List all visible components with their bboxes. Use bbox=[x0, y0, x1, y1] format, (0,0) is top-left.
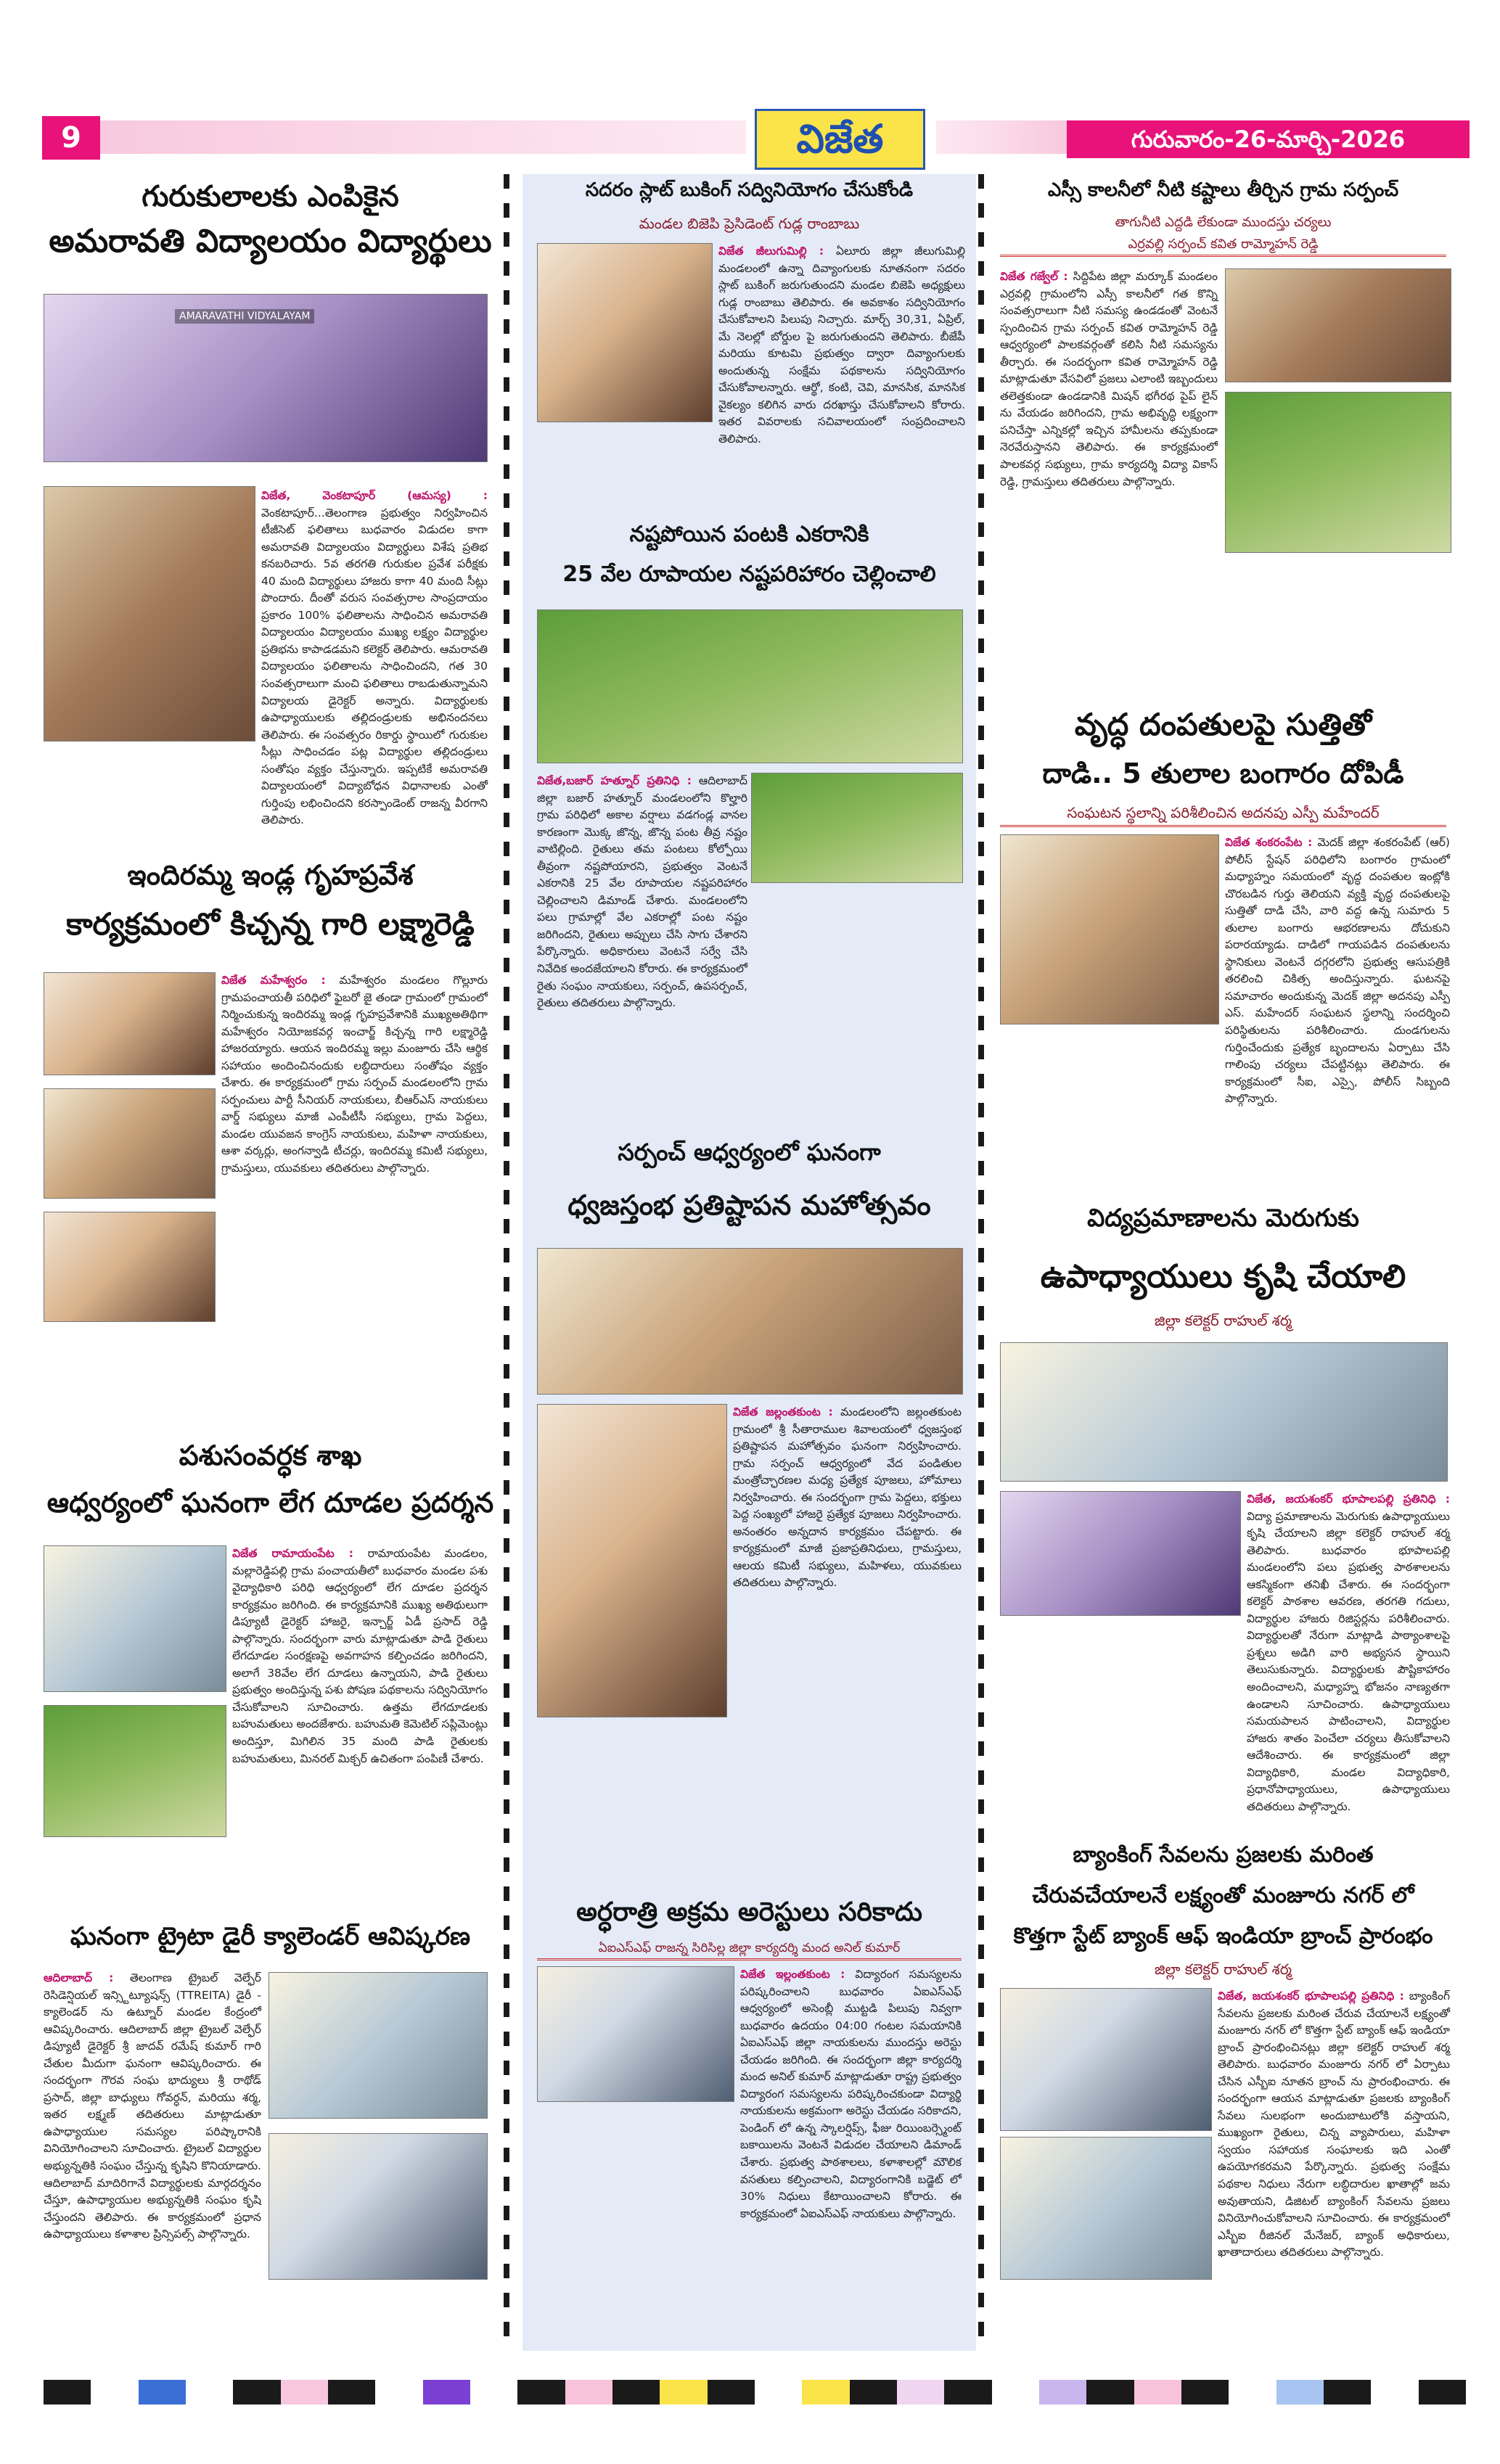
photo-sbi-inauguration-1 bbox=[1000, 1988, 1212, 2131]
headline-dhwajasthambham-l1: సర్పంచ్ ఆధ్వర్యంలో ఘనంగా bbox=[618, 1138, 881, 1166]
headline-indiramma-l2: కార్యక్రమంలో కిచ్చన్న గారి లక్ష్మారెడ్డి bbox=[66, 906, 475, 942]
dateline: విజేత శంకరంపేట : bbox=[1225, 836, 1313, 849]
photo-sbi-inauguration-2 bbox=[1000, 2137, 1212, 2280]
column-3 bbox=[985, 174, 1461, 2351]
color-swatch bbox=[1039, 2380, 1086, 2405]
color-swatch bbox=[375, 2380, 422, 2405]
column-separator bbox=[978, 174, 984, 2351]
photo-calf-show-2 bbox=[44, 1705, 226, 1837]
photo-police-investigation bbox=[1000, 834, 1219, 1024]
headline-traita-calendar: ఘనంగా ట్రైటా డైరీ క్యాలెండర్ ఆవిష్కరణ bbox=[70, 1922, 471, 1951]
color-swatch bbox=[1276, 2380, 1324, 2405]
dateline: విజేత, వెంకటాపూర్ (ఆమస్య) : bbox=[261, 489, 488, 502]
masthead-logo: విజేత bbox=[755, 109, 925, 170]
dateline: విజేత, జయశంకర్ భూపాలపల్లి ప్రతినిధి : bbox=[1218, 1989, 1404, 2003]
photo-banner-text: AMARAVATHI VIDYALAYAM bbox=[175, 309, 314, 324]
dateline: విజేత జీలుగుమిల్లి : bbox=[718, 245, 824, 258]
photo-griha-pravesham-2 bbox=[44, 1088, 216, 1199]
color-swatch bbox=[1324, 2380, 1371, 2405]
article-body: వెంకటాపూర్...తెలంగాణ ప్రభుత్వం నిర్వహించిన టీజీసెట్ ఫలితాలు బుధవారం విడుదల కాగా అమరావతి విద్యాలయం విద్యార్థులు విశేష ప్రతిభ కనబరిచారు. 5వ తరగతి గురుకుల ప్రవేశ పరీక్షకు 40 మంది విద్యార్థులు హాజరు కాగా 40 మంది సీట్లు పొందారు. దీంతో వరుస సంవత్సరాల సాంప్రదాయం ప్రకారం 100% ఫలితాలను సాధించిన అమరావతి విద్యాలయం విద్యాలయం ముఖ్య లక్ష్యం విద్యార్థుల ప్రతిభను కాపాడడమని కలెక్టర్ తెలిపారు. ఆమరావతి విద్యాలయం ఫలితాలను సాధించిందని, గత 30 సంవత్సరాలుగా మంచి ఫలితాలు రాబడుతున్నామని విద్యాలయ డైరెక్టర్ అన్నారు. విద్యార్థులకు ఉపాధ్యాయులకు తల్లిదండ్రులకు అభినందనలు తెలిపారు. ఈ సంవత్సరం రికార్డు స్థాయిలో గురుకుల సీట్లు సాధించడం పట్ల విద్యార్థుల తల్లిదండ్రులు సంతోషం వ్యక్తం చేస్తున్నారు. ఇప్పటికే అమరావతి విద్యాలయంలో విద్యాబోధన విధానాలకు ఎంతో గుర్తింపు లభించిందని కరస్పాండెంట్ రాజన్న వీరగాని తెలిపారు. bbox=[261, 506, 488, 827]
article-body-continued bbox=[1000, 1618, 1450, 1814]
color-swatch bbox=[423, 2380, 470, 2405]
subhead-sc-colony-2: ఎర్రవల్లి సర్పంచ్ కవిత రామ్మోహన్ రెడ్డి bbox=[1000, 237, 1446, 257]
dateline: విజేత రామాయంపేట : bbox=[232, 1547, 354, 1560]
color-swatch bbox=[708, 2380, 755, 2405]
photo-students-group bbox=[44, 294, 488, 462]
subhead-sbi: జిల్లా కలెక్టర్ రాహుల్ శర్మ bbox=[1154, 1960, 1292, 1978]
headline-sadaram: సదరం స్లాట్ బుకింగ్ సద్వినియోగం చేసుకోండి bbox=[585, 179, 914, 201]
headline-crop-loss-l2: 25 వేల రూపాయల నష్టపరిహారం చెల్లించాలి bbox=[562, 562, 936, 587]
headline-sbi-l2: చేరువచేయాలనే లక్ష్యంతో మంజూరు నగర్ లో bbox=[1032, 1883, 1414, 1908]
photo-bjp-president bbox=[537, 243, 713, 422]
article-body: బ్యాంకింగ్ సేవలను ప్రజలకు మరింత చేరువ చేయాలనే లక్ష్యంతో మంజూరు నగర్ లో కొత్తగా స్టేట్ బ్యాంక్ ఆఫ్ ఇండియా బ్రాంచ్ ప్రారంభించినట్లు జిల్లా కలెక్టర్ రాహుల్ శర్మ తెలిపారు. బుధవారం మంజూరు నగర్ లో ఏర్పాటు చేసిన ఎస్బీఐ నూతన బ్రాంచ్ ను ప్రారంభించారు. ఈ సందర్భంగా ఆయన మాట్లాడుతూ ప్రజలకు బ్యాంకింగ్ సేవలు సులభంగా అందుబాటులోకి వస్తాయని, ముఖ్యంగా రైతులు, చిన్న వ్యాపారులు, మహిళా స్వయం సహాయక సంఘాలకు ఇది ఎంతో ఉపయోగకరమని పేర్కొన్నారు. ప్రభుత్వ సంక్షేమ పథకాల నిధులు నేరుగా లబ్ధిదారుల ఖాతాల్లో జమ అవుతాయని, డిజిటల్ బ్యాంకింగ్ సేవలను ప్రజలు వినియోగించుకోవాలని సూచించారు. ఈ కార్యక్రమంలో ఎస్బీఐ రీజినల్ మేనేజర్, బ్యాంక్ అధికారులు, ఖాతాదారులు తదితరులు పాల్గొన్నారు. bbox=[1218, 1989, 1450, 2259]
color-swatch bbox=[470, 2380, 517, 2405]
article-body-part bbox=[221, 972, 488, 1386]
photo-correspondent bbox=[44, 486, 255, 742]
color-swatch bbox=[850, 2380, 897, 2405]
color-swatch bbox=[44, 2380, 91, 2405]
color-swatch bbox=[328, 2380, 375, 2405]
column-separator bbox=[504, 174, 509, 2351]
article-body: విద్యారంగ సమస్యలను పరిష్కరించాలని బుధవారం ఏఐఎస్ఎఫ్ ఆధ్వర్యంలో అసెంబ్లీ ముట్టడి పిలుపు నివ్వగా బుధవారం ఉదయం 04:00 గంటల సమయానికి ఏఐఎస్ఎఫ్ జిల్లా నాయకులను ముందస్తు అరెస్టు చేయడం జరిగింది. ఈ సందర్భంగా జిల్లా కార్యదర్శి మంద అనిల్ కుమార్ మాట్లాడుతూ రాష్ట్ర ప్రభుత్వం విద్యారంగ సమస్యలను పరిష్కరించకుండా విద్యార్థి నాయకులను అక్రమంగా అరెస్టు చేయడం సరికాదని, పెండింగ్ లో ఉన్న స్కాలర్షిప్స్, ఫీజు రియింబర్స్మెంట్ బకాయిలను వెంటనే విడుదల చేయాలని డిమాండ్ చేశారు. ప్రభుత్వ పాఠశాలలు, కళాశాలల్లో మౌలిక వసతులు కల్పించాలని, విద్యారంగానికి బడ్జెట్ లో 30% నిధులు కేటాయించాలని కోరారు. ఈ కార్యక్రమంలో ఏఐఎస్ఎఫ్ నాయకులు పాల్గొన్నారు. bbox=[740, 1968, 962, 2220]
photo-griha-pravesham-1 bbox=[44, 972, 216, 1075]
color-swatch bbox=[944, 2380, 991, 2405]
subhead-arrests: ఏఐఎస్ఎఫ్ రాజన్న సిరిసిల్ల జిల్లా కార్యదర్శి మంద అనిల్ కుమార్ bbox=[537, 1941, 962, 1960]
print-color-bar bbox=[44, 2380, 1466, 2405]
photo-calendar-launch-1 bbox=[269, 1972, 488, 2119]
color-swatch bbox=[517, 2380, 565, 2405]
issue-date: గురువారం-26-మార్చి-2026 bbox=[1067, 120, 1470, 158]
color-swatch bbox=[1181, 2380, 1229, 2405]
headline-indiramma-l1: ఇందిరమ్మ ఇండ్ల గృహప్రవేశ bbox=[127, 859, 414, 891]
subhead-sadaram: మండల బిజెపి ప్రెసిడెంట్ గుడ్ల రాంబాబు bbox=[639, 215, 860, 232]
color-swatch bbox=[281, 2380, 328, 2405]
color-swatch bbox=[1134, 2380, 1181, 2405]
photo-temple-crowd bbox=[537, 1248, 963, 1395]
photo-water-work-1 bbox=[1225, 268, 1451, 382]
color-swatch bbox=[897, 2380, 944, 2405]
color-swatch bbox=[1419, 2380, 1466, 2405]
headline-pashusamvardhaka-l1: పశుసంవర్ధక శాఖ bbox=[179, 1440, 362, 1471]
headline-crop-loss-l1: నష్టపోయిన పంటకి ఎకరానికి bbox=[629, 522, 869, 547]
headline-gurukulalu-l1: గురుకులాలకు ఎంపికైన bbox=[142, 180, 399, 213]
header-decor-bar-right bbox=[936, 120, 1067, 154]
column-2 bbox=[522, 174, 976, 2351]
color-swatch bbox=[802, 2380, 849, 2405]
article-body: తెలంగాణ ట్రైబల్ వెల్ఫేర్ రెసిడెన్షియల్ ఇన్స్టిట్యూషన్స్ (TTREITA) డైరీ - క్యాలెండర్ ను ఉట్నూర్ మండల కేంద్రంలో ఆవిష్కరించారు. ఆదిలాబాద్ జిల్లా ట్రైబల్ వెల్ఫేర్ డిప్యూటీ డైరెక్టర్ శ్రీ జాదవ్ రమేష్ కుమార్ గారి చేతుల మీదుగా ఘనంగా ఆవిష్కరించారు. ఈ సందర్భంగా గౌరవ సంఘ భాద్యులు శ్రీ రాథోడ్ ప్రసాద్, జిల్లా బాధ్యులు గోవర్ధన్, మరియు శర్మ, ఇతర లక్ష్మణ్ తదితరులు మాట్లాడుతూ ఉపాధ్యాయుల సమస్యల పరిష్కారానికి వినియోగించాలని సూచించారు. ట్రైబల్ విద్యార్థుల అభ్యున్నతికి సంఘం చేస్తున్న కృషిని కొనియాడారు. ఆదిలాబాద్ మాదిరిగానే విద్యార్థులకు మార్గదర్శనం చేస్తూ, ఉపాధ్యాయుల అభ్యున్నతికి సంఘం కృషి చేస్తుందని తెలిపారు. ఈ కార్యక్రమంలో ప్రధాన ఉపాధ్యాయులు కళాశాల ప్రిన్సిపల్స్ పాల్గొన్నారు. bbox=[44, 1971, 261, 2241]
article-body-part bbox=[718, 243, 965, 482]
headline-gurukulalu-l2: అమరావతి విద్యాలయం విద్యార్థులు bbox=[49, 223, 492, 260]
article-body-part bbox=[740, 1966, 962, 2351]
article-body: ఆదిలాబాద్ జిల్లా బజార్ హత్నూర్ మండలంలోని కొల్హారి గ్రామ పరిధిలో అకాల వర్షాలు వడగండ్ల వానల కారణంగా మొక్క జొన్న, జొన్న పంట తీవ్ర నష్టం వాటిల్లింది. రైతులు తమ పంటలు కోల్పోయి తీవ్రంగా నష్టపోయారని, ప్రభుత్వం వెంటనే ఎకరానికి 25 వేల రూపాయల నష్టపరిహారం చెల్లించాలని డిమాండ్ చేశారు. మండలంలోని పలు గ్రామాల్లో వేల ఎకరాల్లో పంట నష్టం జరిగిందని, రైతులు అప్పులు చేసి సాగు చేశారని పేర్కొన్నారు. అధికారులు వెంటనే సర్వే చేసి నివేదిక అందజేయాలని కోరారు. ఈ కార్యక్రమంలో రైతు సంఘం నాయకులు, సర్పంచ్, ఉపసర్పంచ్, రైతులు తదితరులు పాల్గొన్నారు. bbox=[537, 774, 747, 1010]
article-body: మండలంలోని జల్లంతకుంట గ్రామంలో శ్రీ సీతారాముల శివాలయంలో ధ్వజస్తంభ ప్రతిష్టాపన మహోత్సవం ఘనంగా నిర్వహించారు. గ్రామ సర్పంచ్ ఆధ్వర్యంలో వేద పండితుల మంత్రోచ్ఛారణల మధ్య ప్రత్యేక పూజలు, హోమాలు నిర్వహించారు. ఈ సందర్భంగా గ్రామ పెద్దలు, భక్తులు పెద్ద సంఖ్యలో హాజరై ప్రత్యేక పూజలు నిర్వహించారు. అనంతరం అన్నదాన కార్యక్రమం చేపట్టారు. ఈ కార్యక్రమంలో మాజీ ప్రజాప్రతినిధులు, గ్రామస్తులు, ఆలయ కమిటీ సభ్యులు, మహిళలు, యువకులు తదితరులు పాల్గొన్నారు. bbox=[733, 1405, 962, 1590]
headline-pashusamvardhaka-l2: ఆధ్వర్యంలో ఘనంగా లేగ దూడల ప్రదర్శన bbox=[46, 1487, 494, 1519]
column-1 bbox=[44, 174, 497, 2351]
color-swatch bbox=[612, 2380, 660, 2405]
dateline: విజేత జల్లంతకుంట : bbox=[733, 1405, 833, 1418]
dateline: విజేత గజ్వేల్ : bbox=[1000, 270, 1068, 283]
headline-sc-colony: ఎస్సీ కాలనీలో నీటి కష్టాలు తీర్చిన గ్రామ సర్పంచ్ bbox=[1047, 179, 1399, 201]
headline-dhwajasthambham-l2: ధ్వజస్తంభ ప్రతిష్టాపన మహోత్సవం bbox=[567, 1189, 931, 1221]
dateline: విజేత మహేశ్వరం : bbox=[221, 974, 326, 987]
dateline: విజేత,బజార్ హత్నూర్ ప్రతినిధి : bbox=[537, 774, 692, 787]
photo-water-work-2 bbox=[1225, 392, 1451, 553]
headline-arrests: అర్ధరాత్రి అక్రమ అరెస్టులు సరికాదు bbox=[576, 1897, 922, 1927]
article-body-part bbox=[44, 1970, 261, 2351]
photo-police-arrest bbox=[537, 1966, 734, 2102]
photo-calf-show-1 bbox=[44, 1545, 226, 1692]
photo-flag-pole bbox=[537, 1404, 727, 1717]
photo-classroom-1 bbox=[1000, 1342, 1448, 1482]
header-decor-bar bbox=[100, 120, 746, 154]
photo-classroom-2 bbox=[1000, 1491, 1241, 1616]
photo-calendar-launch-2 bbox=[269, 2133, 488, 2280]
color-swatch bbox=[565, 2380, 612, 2405]
headline-robbery-l2: దాడి.. 5 తులాల బంగారం దోపిడీ bbox=[1042, 757, 1404, 789]
photo-crop-field-2 bbox=[751, 773, 963, 883]
subhead-robbery: సంఘటన స్థలాన్ని పరిశీలించిన అదనపు ఎస్పీ మహేందర్ bbox=[1000, 804, 1446, 827]
headline-robbery-l1: వృద్ధ దంపతులపై సుత్తితో bbox=[1074, 707, 1372, 742]
article-body-part bbox=[1218, 1988, 1450, 2351]
color-swatch bbox=[1229, 2380, 1276, 2405]
article-body-continued bbox=[537, 885, 962, 1030]
headline-sbi-l3: కొత్తగా స్టేట్ బ్యాంక్ ఆఫ్ ఇండియా బ్రాంచ్ ప్రారంభం bbox=[1013, 1923, 1433, 1949]
color-swatch bbox=[233, 2380, 280, 2405]
article-body-part bbox=[733, 1404, 962, 1868]
subhead-teachers: జిల్లా కలెక్టర్ రాహుల్ శర్మ bbox=[1154, 1312, 1292, 1329]
article-body-part bbox=[537, 773, 747, 1010]
subhead-sc-colony-1: తాగునీటి ఎద్దడి లేకుండా ముందస్తు చర్యలు bbox=[1115, 215, 1332, 230]
color-swatch bbox=[660, 2380, 707, 2405]
color-swatch bbox=[992, 2380, 1039, 2405]
photo-crop-field-1 bbox=[537, 609, 963, 763]
color-swatch bbox=[1371, 2380, 1418, 2405]
article-body: మహేశ్వరం మండలం గొల్లూరు గ్రామపంచాయతీ పరిధిలో ఫైబరో జై తండా గ్రామంలో గ్రామంలో నిర్మించుకున్న ఇందిరమ్మ ఇండ్ల గృహప్రవేశానికి ముఖ్యఅతిథిగా మహేశ్వరం నియోజకవర్గ ఇంచార్జ్ కిచ్చన్న గారి లక్ష్మారెడ్డి హాజరయ్యారు. ఆయన ఇందిరమ్మ ఇల్లు మంజూరు చేసి ఆర్థిక సహాయం అందించినందుకు లబ్ధిదారులు సంతోషం వ్యక్తం చేశారు. ఈ కార్యక్రమంలో గ్రామ సర్పంచ్ మండలంలోని గ్రామ సర్పంచులు పార్టీ సీనియర్ నాయకులు, బీఆర్ఎస్ నాయకులు వార్డ్ సభ్యులు మాజీ ఎంపీటీసీ సభ్యులు, గ్రామ పెద్దలు, మండల యువజన కాంగ్రెస్ నాయకులు, మహిళా నాయకులు, ఆశా వర్కర్లు, అంగన్వాడి టీచర్లు, ఇందిరమ్మ కమిటీ సభ్యులు, గ్రామస్తులు, యువకులు తదితరులు పాల్గొన్నారు. bbox=[221, 974, 488, 1175]
article-body: మెదక్ జిల్లా శంకరంపేట్ (ఆర్) పోలీస్ స్టేషన్ పరిధిలోని బంగారం గ్రామంలో మధ్యాహ్నం సమయంలో వృద్ధ దంపతుల ఇంట్లోకి చొరబడిన గుర్తు తెలియని వ్యక్తి వృద్ధ దంపతులపై సుత్తితో దాడి చేసి, వారి వద్ద ఉన్న సుమారు 5 తులాల బంగారు ఆభరణాలను దోచుకుని పరారయ్యాడు. దాడిలో గాయపడిన దంపతులను స్థానికులు వెంటనే దగ్గరలోని ప్రభుత్వ ఆసుపత్రికి తరలించి చికిత్స అందిస్తున్నారు. ఘటనపై సమాచారం అందుకున్న మెదక్ జిల్లా అదనపు ఎస్పీ ఎస్. మహేందర్ సంఘటన స్థలాన్ని సందర్శించి పరిస్థితులను పరిశీలించారు. దుండగులను గుర్తించేందుకు ప్రత్యేక బృందాలను ఏర్పాటు చేసి గాలింపు చర్యలు చేపట్టినట్లు తెలిపారు. ఈ కార్యక్రమంలో సీఐ, ఎస్సై, పోలీస్ సిబ్బంది పాల్గొన్నారు. bbox=[1225, 836, 1450, 1106]
color-swatch bbox=[755, 2380, 802, 2405]
dateline: ఆదిలాబాద్ : bbox=[44, 1971, 114, 1984]
article-body: విద్యా ప్రమాణాలను మెరుగుకు ఉపాధ్యాయులు కృషి చేయాలని జిల్లా కలెక్టర్ రాహుల్ శర్మ తెలిపారు. బుధవారం భూపాలపల్లి మండలంలోని పలు ప్రభుత్వ పాఠశాలలను ఆకస్మికంగా తనిఖీ చేశారు. ఈ సందర్భంగా కలెక్టర్ పాఠశాల ఆవరణ, తరగతి గదులు, విద్యార్థుల హాజరు రిజిస్టర్లను పరిశీలించారు. విద్యార్థులతో నేరుగా మాట్లాడి పాఠ్యాంశాలపై ప్రశ్నలు అడిగి వారి అభ్యసన స్థాయిని తెలుసుకున్నారు. విద్యార్థులకు పౌష్టికాహారం అందించాలని, మధ్యాహ్న భోజనం నాణ్యతగా ఉండాలని సూచించారు. ఉపాధ్యాయులు సమయపాలన పాటించాలని, విద్యార్థుల హాజరు శాతం పెంచేలా చర్యలు తీసుకోవాలని ఆదేశించారు. ఈ కార్యక్రమంలో జిల్లా విద్యాధికారి, మండల విద్యాధికారి, ప్రధానోపాధ్యాయులు, ఉపాధ్యాయులు తదితరులు పాల్గొన్నారు. bbox=[1247, 1509, 1450, 1813]
article-body-continued bbox=[44, 744, 488, 816]
headline-teachers-l2: ఉపాధ్యాయులు కృషి చేయాలి bbox=[1040, 1258, 1406, 1295]
article-body: ఏలూరు జిల్లా జీలుగుమిల్లి మండలంలో ఉన్నా దివ్యాంగులకు నూతనంగా సదరం స్లాట్ బుకింగ్ జరుగుతుందని మండల బిజెపి అధ్యక్షులు గుడ్ల రాంబాబు తెలిపారు. ఈ అవకాశం సద్వినియోగం చేసుకోవాలని పిలుపు నిచ్చారు. మార్చ్ 30,31, ఏప్రిల్, మే నెలల్లో బోర్డుల పై జరుగుతుందని తెలిపారు. బీజేపీ మరియు కూటమి ప్రభుత్వం ద్వారా దివ్యాంగులకు అందుతున్న సంక్షేమ పథకాలను సద్వినియోగం చేసుకోవాలన్నారు. ఆర్థో, కంటి, చెవి, మానసిక, మానసిక వైకల్యం కలిగిన వారు దరఖాస్తు చేసుకోవాలని కోరారు. ఇతర వివరాలకు సచివాలయంలో సంప్రదించాలని తెలిపారు. bbox=[718, 245, 965, 446]
article-body-part bbox=[1225, 834, 1450, 1175]
dateline: విజేత ఇల్లంతకుంట : bbox=[740, 1968, 845, 1981]
dateline: విజేత, జయశంకర్ భూపాలపల్లి ప్రతినిధి : bbox=[1247, 1492, 1450, 1506]
article-body-part bbox=[232, 1545, 488, 1894]
article-body-part bbox=[1247, 1491, 1450, 1813]
article-body-part bbox=[261, 488, 488, 827]
article-body-part bbox=[1000, 268, 1218, 675]
color-swatch bbox=[186, 2380, 233, 2405]
headline-sbi-l1: బ్యాంకింగ్ సేవలను ప్రజలకు మరింత bbox=[1073, 1842, 1374, 1868]
headline-teachers-l1: విద్యప్రమాణాలను మెరుగుకు bbox=[1087, 1204, 1359, 1233]
page-number: 9 bbox=[42, 116, 100, 160]
article-body: రామాయంపేట మండలం, మల్లారెడ్డిపల్లి గ్రామ పంచాయతీలో బుధవారం మండల పశు వైద్యాధికారి పరిధి ఆధ్వర్యంలో లేగ దూడల ప్రదర్శన కార్యక్రమం జరిగింది. ఈ కార్యక్రమానికి ముఖ్య అతిథులుగా డిప్యూటీ డైరెక్టర్ హాజరై, ఇన్చార్జ్ ఏడీ ప్రసాద్ రెడ్డి పాల్గొన్నారు. సందర్భంగా వారు మాట్లాడుతూ పాడి రైతులు లేగదూడల సంరక్షణపై అవగాహన కల్పించడం జరిగిందని, అలాగే 38వేల లేగ దూడలు ఉన్నాయని, పాడి రైతులు ప్రభుత్వం అందిస్తున్న పశు పోషణ పథకాలను సద్వినియోగం చేసుకోవాలని సూచించారు. ఉత్తమ లేగదూడలకు బహుమతులు అందజేశారు. బహుమతి కెమెటిల్ సప్లిమెంట్లు అందిస్తూ, మిగిలిన 35 మంది పాడి రైతులకు బహుమతులు, మినరల్ మిక్చర్ ఉచితంగా పంపిణీ చేశారు. bbox=[232, 1547, 488, 1765]
article-body: సిద్దిపేట జిల్లా మర్కూక్ మండలం ఎర్రవల్లి గ్రామంలోని ఎస్సీ కాలనీలో గత కొన్ని సంవత్సరాలుగా నీటి సమస్య ఉండడంతో వెంటనే స్పందించిన గ్రామ సర్పంచ్ కవిత రామ్మోహన్ రెడ్డి ఆధ్వర్యంలో పాలకవర్గంతో కలిసి నీటి సమస్యను తీర్చారు. ఈ సందర్భంగా కవిత రామ్మోహన్ రెడ్డి మాట్లాడుతూ వేసవిలో ప్రజలు ఎలాంటి ఇబ్బందులు తలెత్తకుండా ఉండడానికి మిషన్ భగీరథ పైప్ లైన్ ను వేయడం జరిగిందని, గ్రామ అభివృద్ధి లక్ష్యంగా పనిచేస్తా ఎన్నికల్లో ఇచ్చిన హామీలను తప్పకుండా నెరవేరుస్తానని తెలిపారు. ఈ కార్యక్రమంలో పాలకవర్గ సభ్యులు, గ్రామ కార్యదర్శి విద్యా వికాస్ రెడ్డి, గ్రామస్తులు తదితరులు పాల్గొన్నారు. bbox=[1000, 270, 1218, 488]
color-swatch bbox=[91, 2380, 138, 2405]
photo-griha-pravesham-3 bbox=[44, 1212, 216, 1322]
color-swatch bbox=[139, 2380, 186, 2405]
color-swatch bbox=[1086, 2380, 1134, 2405]
